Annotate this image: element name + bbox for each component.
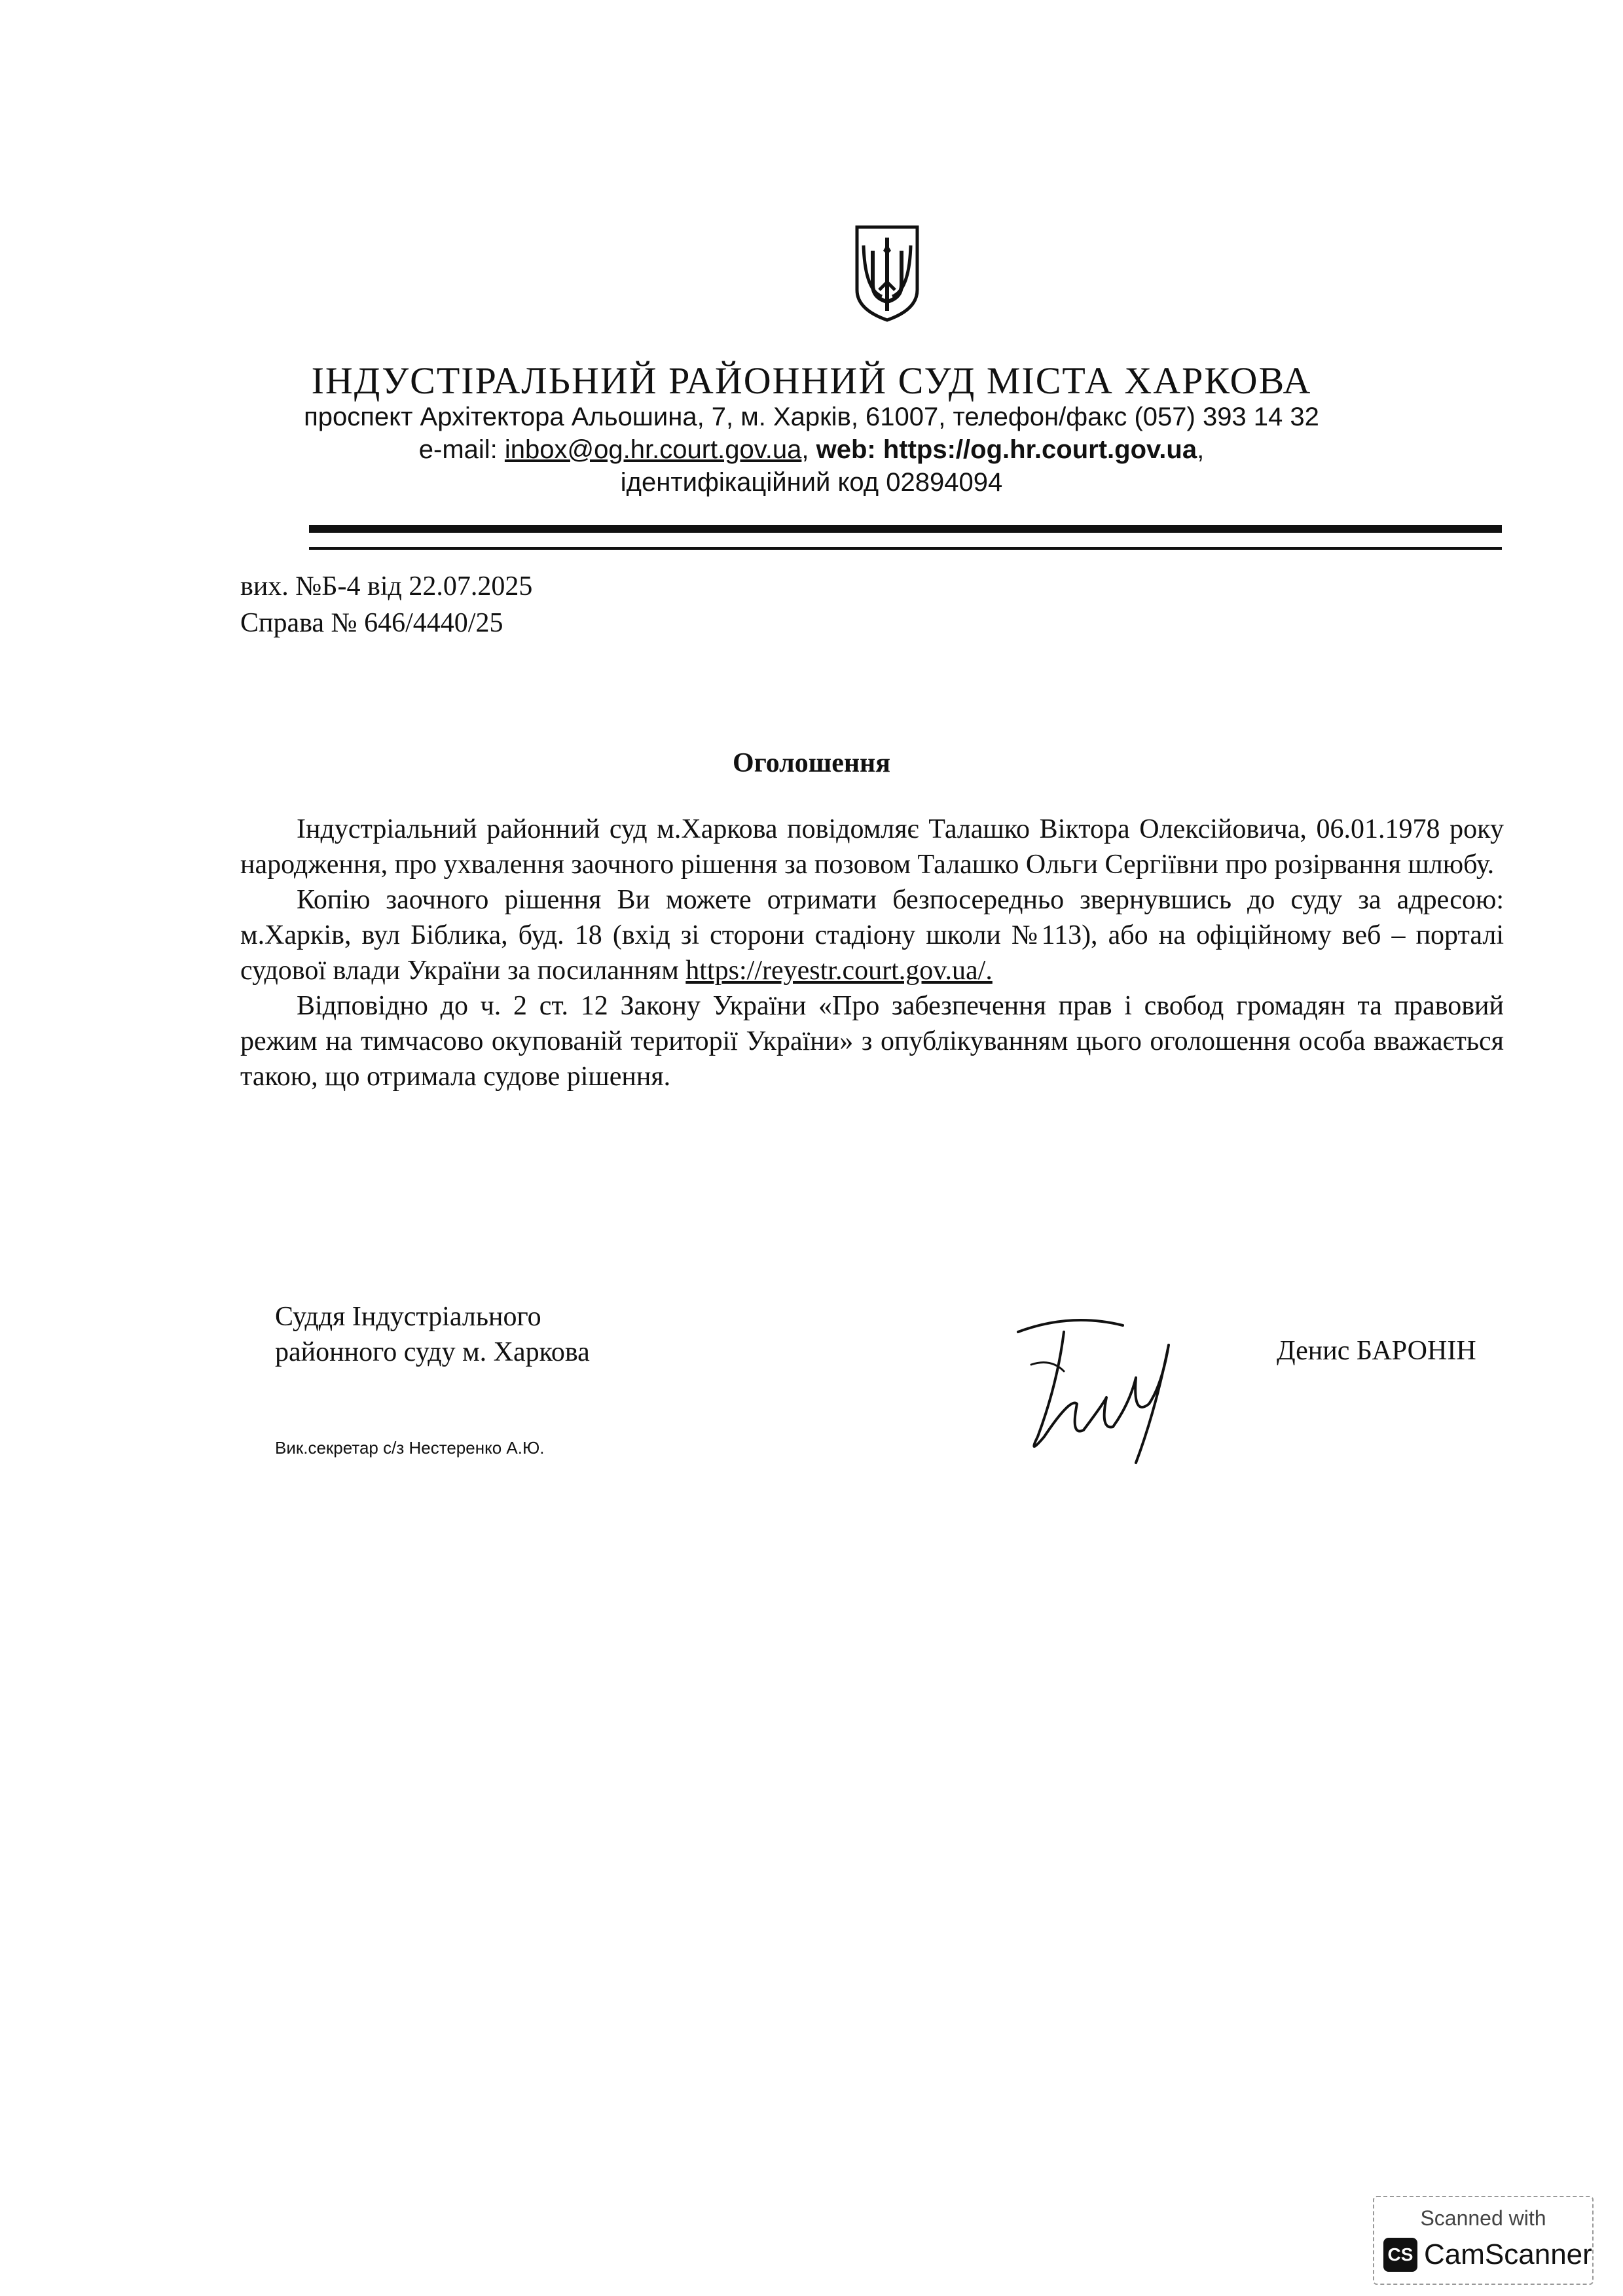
- announcement-body: [240, 812, 1504, 1094]
- document-title: Оголошення: [733, 748, 890, 778]
- case-number: Справа № 646/4440/25: [240, 608, 503, 638]
- email-link[interactable]: inbox@og.hr.court.gov.ua: [504, 435, 802, 464]
- paragraph-copy-text: Копію заочного рішення Ви можете отримати безпосередньо звернувшись до суду за адресою: м.Харків, вул Біблика, буд. 18 (вхід зі сторони стадіону школи №113), або на офіційному веб – порталі судової влади України за посиланням: [240, 885, 1504, 986]
- website-link[interactable]: web: https://og.hr.court.gov.ua: [816, 435, 1197, 464]
- judge-title: [275, 1299, 590, 1370]
- outgoing-number: вих. №Б-4 від 22.07.2025: [240, 571, 533, 601]
- coat-of-arms-icon: [853, 224, 921, 323]
- judge-title-line1: Суддя Індустріального: [275, 1302, 541, 1332]
- camscanner-brand-row: [1383, 2236, 1592, 2273]
- web-separator: ,: [801, 435, 816, 464]
- paragraph-notice: Індустріальний районний суд м.Харкова повідомляє Талашко Віктора Олексійовича, 06.01.1978 року народження, про ухвалення заочного рішення за позовом Талашко Ольги Сергіївни про розірвання шлюбу.: [240, 814, 1504, 880]
- camscanner-brand: CamScanner: [1424, 2238, 1592, 2270]
- registry-link[interactable]: https://reyestr.court.gov.ua/.: [685, 956, 993, 986]
- court-contacts: [0, 433, 1623, 466]
- web-end: ,: [1197, 435, 1205, 464]
- paragraph-law: Відповідно до ч. 2 ст. 12 Закону України «Про забезпечення прав і свобод громадян та правовий режим на тимчасово окупованій території України» з опублікуванням цього оголошення особа вважається такою, що отримала судове рішення.: [240, 991, 1504, 1092]
- header-divider-thick: [309, 525, 1502, 533]
- handwritten-signature: [992, 1306, 1188, 1469]
- scanned-with-label: Scanned with: [1420, 2206, 1546, 2230]
- judge-title-line2: районного суду м. Харкова: [275, 1337, 590, 1367]
- court-name: ІНДУСТІРАЛЬНИЙ РАЙОННИЙ СУД МІСТА ХАРКОВА: [311, 359, 1312, 402]
- judge-name: Денис БАРОНІН: [1277, 1336, 1476, 1366]
- email-label: e-mail:: [418, 435, 505, 464]
- camscanner-logo-icon: CS: [1383, 2238, 1417, 2272]
- identification-code: ідентифікаційний код 02894094: [620, 468, 1003, 497]
- camscanner-watermark: [1373, 2196, 1594, 2285]
- secretary-note: Вик.секретар с/з Нестеренко А.Ю.: [275, 1438, 545, 1458]
- header-divider-thin: [309, 547, 1502, 550]
- court-address: проспект Архітектора Альошина, 7, м. Харків, 61007, телефон/факс (057) 393 14 32: [304, 403, 1319, 431]
- paragraph-copy: [240, 882, 1504, 988]
